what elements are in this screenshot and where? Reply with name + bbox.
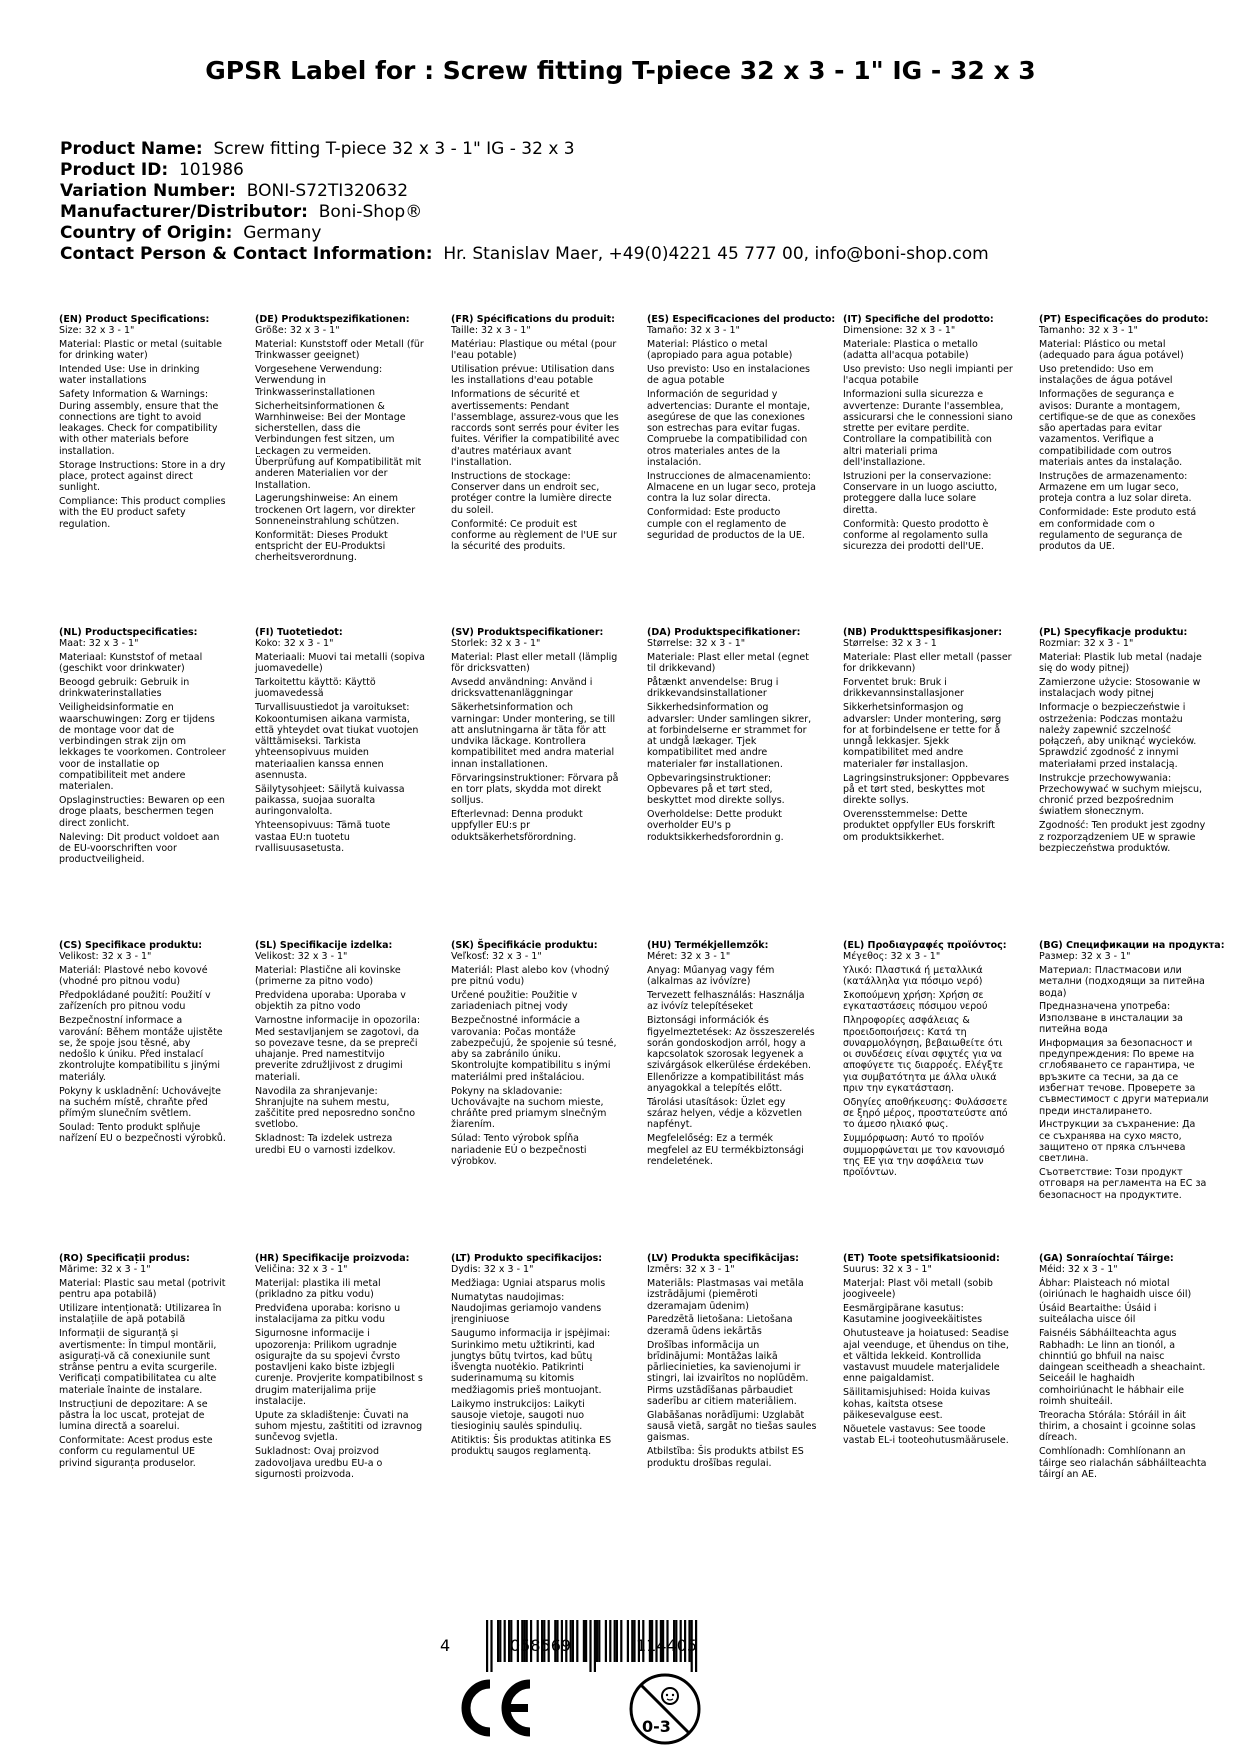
spec-heading: (DA) Produktspecifikationer: [647,627,801,638]
spec-line: Upute za skladištenje: Čuvati na suhom mjestu, zaštititi od izravnog sunčevog svjetla. [255,1409,423,1444]
spec-block [255,627,425,857]
spec-line: Overensstemmelse: Dette produktet oppfyller EUs forskrift om produktsikkerhet. [843,808,996,843]
spec-line: Úsáid Beartaithe: Úsáid i suiteálacha uisce óil [1039,1303,1157,1326]
spec-block [843,314,1013,555]
spec-heading: (DE) Produktspezifikationen: [255,314,410,325]
spec-line: Izmērs: 32 x 3 - 1" [647,1264,735,1276]
info-value: BONI-S72TI320632 [246,181,409,201]
spec-line: Materiaali: Muovi tai metalli (sopiva juomavedelle) [255,652,425,675]
spec-line: Matériau: Plastique ou métal (pour l'eau potable) [451,339,617,362]
spec-line: Πληροφορίες ασφάλειας & προειδοποιήσεις: Κατά τη συναρμολόγηση, βεβαιωθείτε ότι οι συνδέσεις είναι σφιχτές για να αποφύγετε τις διαρροές. Ελέγξτε για συμβατότητα με άλλα υλικά πριν την εγκατάσταση. [843,1015,1004,1095]
spec-block [647,627,817,845]
spec-heading: (GA) Sonraíochtaí Táirge: [1039,1253,1174,1264]
spec-line: Material: Plastične ali kovinske (primerne za pitno vodo) [255,965,401,988]
not-for-children-0-3-icon [628,1672,702,1746]
spec-block [1039,314,1209,555]
spec-line: Varnostne informacije in opozorila: Med sestavljanjem se zagotovi, da so povezave tesne, da se prepreči uhajanje. Pred namestitvijo preverite združljivost z drugimi materiali. [255,1015,421,1083]
spec-line: Tarkoitettu käyttö: Käyttö juomavedessä [255,677,376,700]
barcode-bar [605,1620,607,1662]
spec-line: Storlek: 32 x 3 - 1" [451,638,541,650]
barcode-bar [504,1620,506,1662]
spec-heading: (LV) Produkta specifikācijas: [647,1253,799,1264]
spec-line: Beoogd gebruik: Gebruik in drinkwaterinstallaties [59,677,190,700]
spec-line: Predviđena uporaba: korisno u instalacijama za pitku vodu [255,1303,401,1326]
spec-line: Informações de segurança e avisos: Durante a montagem, certifique-se de que as conexões são apertadas para evitar vazamentos. Verifique a compatibilidade com outros materiais antes da instalação. [1039,389,1196,469]
spec-line: Conformità: Questo prodotto è conforme al regolamento sulla sicurezza dei prodotti dell'UE. [843,518,989,553]
barcode-bar [594,1620,596,1672]
spec-line: Avsedd användning: Använd i dricksvattenanläggningar [451,677,593,700]
product-info [60,139,989,265]
spec-line: Taille: 32 x 3 - 1" [451,325,531,337]
spec-line: Comhlíonadh: Comhlíonann an táirge seo rialachán sábháilteachta táirgí an AE. [1039,1446,1207,1480]
spec-line: Informazioni sulla sicurezza e avvertenze: Durante l'assemblea, assicurarsi che le connessioni siano strette per evitare perdite. Controllare la compatibilità con altri materiali prima dell'installazione. [843,389,1013,469]
spec-line: Dydis: 32 x 3 - 1" [451,1264,534,1276]
spec-line: Материал: Пластмасови или метални (подходящи за питейна вода) [1039,965,1205,999]
spec-line: Material: Plast eller metall (lämplig för dricksvatten) [451,652,618,675]
spec-line: Anyag: Műanyag vagy fém (alkalmas az ivóvízre) [647,965,775,988]
spec-line: Conformidad: Este producto cumple con el reglamento de seguridad de productos de la UE. [647,507,805,541]
spec-line: Veličina: 32 x 3 - 1" [255,1264,348,1276]
spec-line: Instrucțiuni de depozitare: A se păstra la loc uscat, protejat de lumina directă a soarelui. [59,1398,208,1433]
spec-line: Tárolási utasítások: Üzlet egy száraz helyen, védje a közvetlen napfényt. [647,1096,803,1131]
spec-line: Σκοπούμενη χρήση: Χρήση σε εγκαταστάσεις πόσιμου νερού [843,990,988,1013]
spec-line: Opslaginstructies: Bewaren op een droge plaats, beschermen tegen direct zonlicht. [59,795,225,829]
barcode-lead-digit: 4 [440,1636,451,1655]
barcode-bar [583,1620,585,1662]
spec-line: Materiał: Plastik lub metal (nadaje się do wody pitnej) [1039,652,1202,675]
info-row [60,139,989,160]
info-value: Screw fitting T-piece 32 x 3 - 1" IG - 32 x 3 [213,139,575,159]
spec-line: Size: 32 x 3 - 1" [59,325,135,337]
spec-line: Sikkerhetsinformasjon og advarsler: Under montering, sørg for at forbindelsene er tette for å unngå lekkasjer. Sjekk kompatibilitet med andre materialer før installasjon. [843,702,1002,770]
spec-block [1039,627,1209,857]
spec-line: Material: Plastic sau metal (potrivit pentru apa potabilă) [59,1278,226,1301]
spec-line: Conformitate: Acest produs este conform cu regulamentul UE privind siguranța produselor. [59,1434,213,1469]
spec-line: Skladnost: Ta izdelek ustreza uredbi EU o varnosti izdelkov. [255,1133,396,1156]
spec-line: Drošības informācija un brīdinājumi: Montāžas laikā pārliecinieties, ka savienojumi ir stingri, lai izvairītos no noplūdēm. Pirms uzstādīšanas pārbaudiet saderību ar citiem materiāliem. [647,1339,809,1408]
spec-line: Atitiktis: Šis produktas atitinka ES produktų saugos reglamentą. [451,1434,612,1458]
spec-line: Materiāls: Plastmasas vai metāla izstrādājumi (piemēroti dzeramajam ūdenim) [647,1278,804,1312]
barcode-bar [616,1620,618,1662]
spec-block [647,314,836,544]
spec-line: Turvallisuustiedot ja varoitukset: Kokoontumisen aikana varmista, että yhteydet ovat tiukat vuotojen välttämiseksi. Tarkista yhteensopivuus muiden materiaalien kanssa ennen asennusta. [255,702,419,782]
spec-line: Informacje o bezpieczeństwie i ostrzeżenia: Podczas montażu należy zapewnić szczelność połączeń, aby uniknąć wycieków. Sprawdzić zgodność z innymi materiałami przed instalacją. [1039,702,1197,770]
barcode-bar [572,1620,574,1662]
spec-heading: (HR) Specifikacije proizvoda: [255,1253,410,1264]
spec-line: Ábhar: Plaisteach nó miotal (oiriúnach le haghaidh uisce óil) [1039,1278,1192,1301]
spec-block [59,314,229,532]
spec-line: Medžiaga: Ugniai atsparus molis [451,1278,606,1290]
barcode-bar [486,1620,488,1672]
spec-line: Conformité: Ce produit est conforme au règlement de l'UE sur la sécurité des produits. [451,518,617,553]
spec-line: Yhteensopivuus: Tämä tuote vastaa EU:n tuotetu rvallisuusasetusta. [255,820,391,854]
spec-line: Informații de siguranță și avertismente: În timpul montării, asigurați-vă că conexiunile sunt strânse pentru a evita scurgerile. Verificați compatibilitatea cu alte materiale înainte de instalare. [59,1328,218,1396]
spec-block [647,940,817,1170]
spec-line: Predvidena uporaba: Uporaba v objektih za pitno vodo [255,990,406,1013]
spec-line: Material: Plastic or metal (suitable for drinking water) [59,339,222,362]
spec-heading: (SV) Produktspecifikationer: [451,627,604,638]
spec-heading: (NB) Produkttspesifikasjoner: [843,627,1003,638]
spec-line: Tervezett felhasználás: Használja az ivóvíz telepítéseket [647,990,805,1013]
spec-heading: (IT) Specifiche del prodotto: [843,314,994,325]
spec-heading: (RO) Specificații produs: [59,1253,190,1264]
spec-heading: (PT) Especificações do produto: [1039,314,1209,325]
spec-line: Zgodność: Ten produkt jest zgodny z rozporządzeniem UE w sprawie bezpieczeństwa produktów. [1039,820,1206,854]
spec-block [843,940,1013,1181]
spec-line: Compliance: This product complies with the EU product safety regulation. [59,495,226,530]
spec-line: Vorgesehene Verwendung: Verwendung in Trinkwasserinstallationen [255,364,383,398]
spec-line: Sikkerhedsinformation og advarsler: Under samlingen sikrer, at forbindelserne er strammet for at undgå lækager. Tjek kompatibilitet med andre materialer før installationen. [647,702,812,770]
spec-line: Tamanho: 32 x 3 - 1" [1039,325,1138,337]
spec-heading: (EN) Product Specifications: [59,314,210,325]
barcode-bar [497,1620,499,1662]
spec-block [59,940,229,1147]
spec-line: Suurus: 32 x 3 - 1" [843,1264,932,1276]
spec-line: Instructions de stockage: Conserver dans un endroit sec, protéger contre la lumière directe du soleil. [451,470,612,516]
barcode-bar [609,1620,611,1662]
info-label: Variation Number: [60,181,236,201]
info-row [60,223,989,244]
spec-line: Velikost: 32 x 3 - 1" [255,951,348,963]
barcode-bar [589,1620,591,1672]
info-label: Manufacturer/Distributor: [60,202,308,222]
spec-line: Sukladnost: Ovaj proizvod zadovoljava uredbu EU-a o sigurnosti proizvoda. [255,1446,383,1480]
spec-heading: (LT) Produkto specifikacijos: [451,1253,603,1264]
spec-line: Lagerungshinweise: An einem trockenen Ort lagern, vor direkter Sonneneinstrahlung schützen. [255,493,416,528]
spec-line: Предназначена употреба: Използване в инсталации за питейна вода [1039,1001,1183,1036]
spec-line: Storage Instructions: Store in a dry place, protect against direct sunlight. [59,459,226,494]
spec-line: Velikost: 32 x 3 - 1" [59,951,152,963]
spec-line: Určené použitie: Použitie v zariadeniach pitnej vody [451,990,578,1013]
spec-block [255,940,425,1158]
spec-line: Størrelse: 32 x 3 - 1" [647,638,746,650]
spec-line: Maat: 32 x 3 - 1" [59,638,139,650]
spec-heading: (ES) Especificaciones del producto: [647,314,836,325]
spec-line: Safety Information & Warnings: During assembly, ensure that the connections are tight to avoid leakages. Check for compatibility with other materials before installation. [59,389,219,457]
spec-line: Mărime: 32 x 3 - 1" [59,1264,151,1276]
spec-heading: (SK) Špecifikácie produktu: [451,940,598,951]
spec-line: Material: Kunststoff oder Metall (für Trinkwasser geeignet) [255,339,424,362]
spec-line: Tamaño: 32 x 3 - 1" [647,325,740,337]
page-title: GPSR Label for : Screw fitting T-piece 32 x 3 - 1" IG - 32 x 3 [205,56,1036,85]
spec-block [843,1253,1013,1449]
spec-block [1039,940,1225,1204]
spec-block [451,314,621,555]
spec-line: Οδηγίες αποθήκευσης: Φυλάσσετε σε ξηρό μέρος, προστατεύστε από το άμεσο ηλιακό φως. [843,1096,1008,1131]
spec-block [451,1253,621,1460]
spec-line: Intended Use: Use in drinking water installations [59,364,200,387]
spec-line: Lagringsinstruksjoner: Oppbevares på et tørt sted, beskyttes mot direkte sollys. [843,772,1010,807]
spec-line: Съответствие: Този продукт отговаря на регламента на ЕС за безопасност на продуктите. [1039,1167,1207,1201]
spec-line: Uso previsto: Uso negli impianti per l'acqua potabile [843,364,1013,387]
spec-line: Materiál: Plastové nebo kovové (vhodné pro pitnou vodu) [59,965,208,988]
spec-line: Υλικό: Πλαστικά ή μεταλλικά (κατάλληλα για πόσιμο νερό) [843,965,983,988]
ce-mark-icon [456,1678,536,1738]
spec-line: Größe: 32 x 3 - 1" [255,325,340,337]
spec-line: Ohutusteave ja hoiatused: Seadise ajal veenduge, et ühendus on tihe, et vältida lekkeid. Kontrollida vastavust muudele materjalidele enne paigaldamist. [843,1328,1009,1385]
spec-line: Størrelse: 32 x 3 - 1 [843,638,937,650]
spec-block [451,940,621,1170]
info-value: Boni-Shop® [318,202,423,222]
info-label: Country of Origin: [60,223,233,243]
spec-heading: (FI) Tuotetiedot: [255,627,343,638]
info-value: 101986 [178,160,244,180]
spec-line: Naleving: Dit product voldoet aan de EU-voorschriften voor productveiligheid. [59,831,220,866]
spec-line: Overholdelse: Dette produkt overholder EU's p roduktsikkerhedsforordnin g. [647,808,784,843]
spec-line: Μέγεθος: 32 x 3 - 1" [843,951,941,963]
spec-block [1039,1253,1209,1483]
info-row [60,202,989,223]
barcode-bar [620,1620,622,1662]
spec-line: Eesmärgipärane kasutus: Kasutamine joogiveekäitistes [843,1303,983,1326]
spec-block [59,627,229,868]
barcode-right-digits: 114405 [636,1636,698,1655]
spec-line: Méid: 32 x 3 - 1" [1039,1264,1118,1276]
barcode-bar [627,1620,629,1662]
spec-line: Méret: 32 x 3 - 1" [647,951,731,963]
spec-line: Utilizare intenționată: Utilizarea în instalațiile de apă potabilă [59,1303,222,1326]
barcode-bar [585,1620,587,1662]
spec-line: Uso pretendido: Uso em instalações de água potável [1039,364,1173,387]
barcode-bar [631,1620,633,1662]
barcode-bar [499,1620,501,1662]
info-row [60,244,989,265]
spec-block [451,627,621,845]
spec-line: Materjal: Plast või metall (sobib joogiveele) [843,1278,993,1301]
spec-line: Laikymo instrukcijos: Laikyti sausoje vietoje, saugoti nuo tiesioginių saulės spindulių. [451,1398,585,1433]
spec-line: Veľkosť: 32 x 3 - 1" [451,951,542,963]
spec-line: Säilytysohjeet: Säilytä kuivassa paikassa, suojaa suoralta auringonvalolta. [255,783,405,818]
spec-line: Předpokládané použití: Použití v zařízeních pro pitnou vodu [59,990,211,1013]
spec-heading: (PL) Specyfikacje produktu: [1039,627,1188,638]
spec-line: Paredzētā lietošana: Lietošana dzeramā ūdens iekārtās [647,1314,793,1337]
spec-line: Navodila za shranjevanje: Shranjujte na suhem mestu, zaščitite pred neposredno sončno svetlobo. [255,1085,416,1131]
spec-line: Instrukcje przechowywania: Przechowywać w suchym miejscu, chronić przed bezpośrednim światłem słonecznym. [1039,772,1203,818]
spec-heading: (BG) Спецификации на продукта: [1039,940,1225,951]
spec-line: Pokyny na skladovanie: Uchovávajte na suchom mieste, chráňte pred priamym slnečným žiarením. [451,1085,607,1131]
spec-line: Veiligheidsinformatie en waarschuwingen: Zorg er tijdens de montage voor dat de verbindingen strak zijn om lekkages te voorkomen. Controleer voor de installatie op compatibiliteit met andere materialen. [59,702,226,793]
spec-block [255,314,425,566]
spec-line: Förvaringsinstruktioner: Förvara på en torr plats, skydda mot direkt solljus. [451,772,619,807]
spec-line: Rozmiar: 32 x 3 - 1" [1039,638,1134,650]
barcode-bar [490,1620,492,1672]
spec-line: Materiale: Plastica o metallo (adatta all'acqua potabile) [843,339,978,362]
spec-line: Instrucciones de almacenamiento: Almacene en un lugar seco, proteja contra la luz solar directa. [647,470,816,505]
spec-line: Atbilstība: Šis produkts atbilst ES produktu drošības regulai. [647,1446,804,1469]
info-label: Product Name: [60,139,203,159]
spec-line: Material: Plástico ou metal (adequado para água potável) [1039,339,1184,362]
spec-line: Faisnéis Sábháilteachta agus Rabhadh: Le linn an tionól, a chinntiú go bhfuil na naisc daingean sceitheadh a sheachaint. Seiceáil le haghaidh comhoiriúnacht le hábhair eile roimh shuiteáil. [1039,1328,1206,1408]
spec-line: Biztonsági információk és figyelmeztetések: Az összeszerelés során gondoskodjon arról, hogy a kapcsolatok szorosak legyenek a szivárgások elkerülése érdekében. Ellenőrizze a kompatibilitást más anyagokkal a telepítés előtt. [647,1015,815,1095]
spec-heading: (SL) Specifikacije izdelka: [255,940,393,951]
spec-line: Konformität: Dieses Produkt entspricht der EU-Produktsi cherheitsverordnung. [255,529,388,564]
spec-line: Materiaal: Kunststof of metaal (geschikt voor drinkwater) [59,652,203,675]
info-row [60,181,989,202]
spec-heading: (HU) Termékjellemzők: [647,940,769,951]
barcode-bar [576,1620,578,1662]
spec-line: Информация за безопасност и предупреждения: По време на сглобяването се гарантира, че връзките са тесни, за да се избегнат течове. Проверете за съвместимост с други материали преди инсталирането. [1039,1037,1209,1117]
spec-line: Numatytas naudojimas: Naudojimas geriamojo vandens įrenginiuose [451,1291,602,1326]
spec-line: Informations de sécurité et avertissements: Pendant l'assemblage, assurez-vous que les raccords sont serrés pour éviter les fuites. Vérifier la compatibilité avec d'autres matériaux avant l'installation. [451,389,620,469]
barcode-bar [614,1620,616,1662]
spec-line: Zamierzone użycie: Stosowanie w instalacjach wody pitnej [1039,677,1201,700]
spec-line: Instruções de armazenamento: Armazene em um lugar seco, proteja contra a luz solar direta. [1039,470,1192,505]
spec-line: Påtænkt anvendelse: Brug i drikkevandsinstallationer [647,677,779,700]
barcode-bar [596,1620,598,1662]
info-label: Product ID: [60,160,169,180]
spec-line: Размер: 32 x 3 - 1" [1039,951,1131,963]
info-value: Hr. Stanislav Maer, +49(0)4221 45 777 00, info@boni-shop.com [443,244,989,264]
spec-heading: (NL) Productspecificaties: [59,627,198,638]
spec-line: Treoracha Stórála: Stóráil in áit thirim, a chosaint i gcoinne solas díreach. [1039,1409,1196,1444]
spec-line: Megfelelőség: Ez a termék megfelel az EU termékbiztonsági rendeletének. [647,1133,804,1167]
spec-line: Materijal: plastika ili metal (prikladno za pitku vodu) [255,1278,381,1301]
spec-line: Συμμόρφωση: Αυτό το προϊόν συμμορφώνεται με τον κανονισμό της ΕΕ για την ασφάλεια των προϊόντων. [843,1133,1005,1179]
spec-line: Información de seguridad y advertencias: Durante el montaje, asegúrese de que las conexiones son estrechas para evitar fugas. Compruebe la compatibilidad con otros materiales antes de la instalación. [647,389,810,469]
spec-line: Utilisation prévue: Utilisation dans les installations d'eau potable [451,364,615,387]
spec-line: Säilitamisjuhised: Hoida kuivas kohas, kaitsta otsese päikesevalguse eest. [843,1387,991,1421]
spec-line: Koko: 32 x 3 - 1" [255,638,334,650]
info-value: Germany [243,223,322,243]
spec-block [255,1253,425,1483]
spec-line: Saugumo informacija ir įspėjimai: Surinkimo metu užtikrinti, kad jungtys būtų tvirtos, kad būtų išvengta nuotėkio. Patikrinti suderinamumą su kitomis medžiagomis prieš montuojant. [451,1328,611,1396]
spec-line: Dimensione: 32 x 3 - 1" [843,325,956,337]
spec-line: Súlad: Tento výrobok spĺňa nariadenie EÚ o bezpečnosti výrobkov. [451,1133,587,1167]
barcode-left-digits: 058569 [510,1636,572,1655]
spec-line: Säkerhetsinformation och varningar: Under montering, se till att anslutningarna är täta för att undvika läckage. Kontrollera kompatibilitet med andra material innan installationen. [451,702,616,770]
spec-heading: (ET) Toote spetsifikatsioonid: [843,1253,1000,1264]
info-label: Contact Person & Contact Information: [60,244,433,264]
spec-line: Sicherheitsinformationen & Warnhinweise: Bei der Montage sicherstellen, dass die Verbindungen fest sitzen, um Leckagen zu vermeiden. Überprüfung auf Kompatibilität mit anderen Materialien vor der Installation. [255,400,422,491]
spec-line: Opbevaringsinstruktioner: Opbevares på et tørt sted, beskyttet mod direkte sollys. [647,772,785,807]
spec-line: Materiál: Plast alebo kov (vhodný pre pitnú vodu) [451,965,610,988]
spec-line: Soulad: Tento produkt splňuje nařízení EU o bezpečnosti výrobků. [59,1121,226,1145]
spec-block [59,1253,229,1471]
spec-line: Nõuetele vastavus: See toode vastab EL-i tooteohutusmäärusele. [843,1423,1009,1446]
spec-line: Conformidade: Este produto está em conformidade com o regulamento de segurança de produtos da UE. [1039,507,1197,553]
spec-line: Bezpečnostní informace a varování: Během montáže ujistěte se, že spoje jsou těsné, aby nedošlo k úniku. Před instalací zkontrolujte kompatibilitu s jinými materiály. [59,1015,223,1083]
spec-line: Materiale: Plast eller metall (passer for drikkevann) [843,652,1012,675]
spec-line: Glabāšanas norādījumi: Uzglabāt sausā vietā, sargāt no tiešas saules gaismas. [647,1409,817,1444]
spec-line: Sigurnosne informacije i upozorenja: Prilikom ugradnje osigurajte da su spojevi čvrsto postavljeni kako biste izbjegli curenje. Provjerite kompatibilnost s drugim materijalima prije instalacije. [255,1328,423,1408]
spec-line: Uso previsto: Uso en instalaciones de agua potable [647,364,811,387]
age-label: 0-3 [642,1717,671,1736]
spec-line: Инструкции за съхранение: Да се съхранява на сухо място, защитено от пряка слънчева светлина. [1039,1119,1196,1165]
spec-line: Material: Plástico o metal (apropiado para agua potable) [647,339,793,362]
barcode-bar [598,1620,600,1662]
spec-line: Bezpečnostné informácie a varovania: Počas montáže zabezpečujú, že spojenie sú tesné, aby sa zabránilo úniku. Skontrolujte kompatibilitu s inými materiálmi pred inštaláciou. [451,1015,617,1083]
spec-line: Efterlevnad: Denna produkt uppfyller EU:s pr oduktsäkerhetsförordning. [451,808,583,843]
spec-line: Materiale: Plast eller metal (egnet til drikkevand) [647,652,809,675]
spec-line: Istruzioni per la conservazione: Conservare in un luogo asciutto, proteggere dalla luce solare diretta. [843,470,998,516]
spec-heading: (FR) Spécifications du produit: [451,314,615,325]
spec-block [843,627,1013,845]
info-row [60,160,989,181]
spec-heading: (CS) Specifikace produktu: [59,940,203,951]
spec-line: Forventet bruk: Bruk i drikkevannsinstallasjoner [843,677,964,700]
spec-block [647,1253,817,1471]
spec-line: Pokyny k uskladnění: Uchovávejte na suchém místě, chraňte před přímým slunečním světlem. [59,1085,222,1120]
spec-heading: (EL) Προδιαγραφές προϊόντος: [843,940,1007,951]
